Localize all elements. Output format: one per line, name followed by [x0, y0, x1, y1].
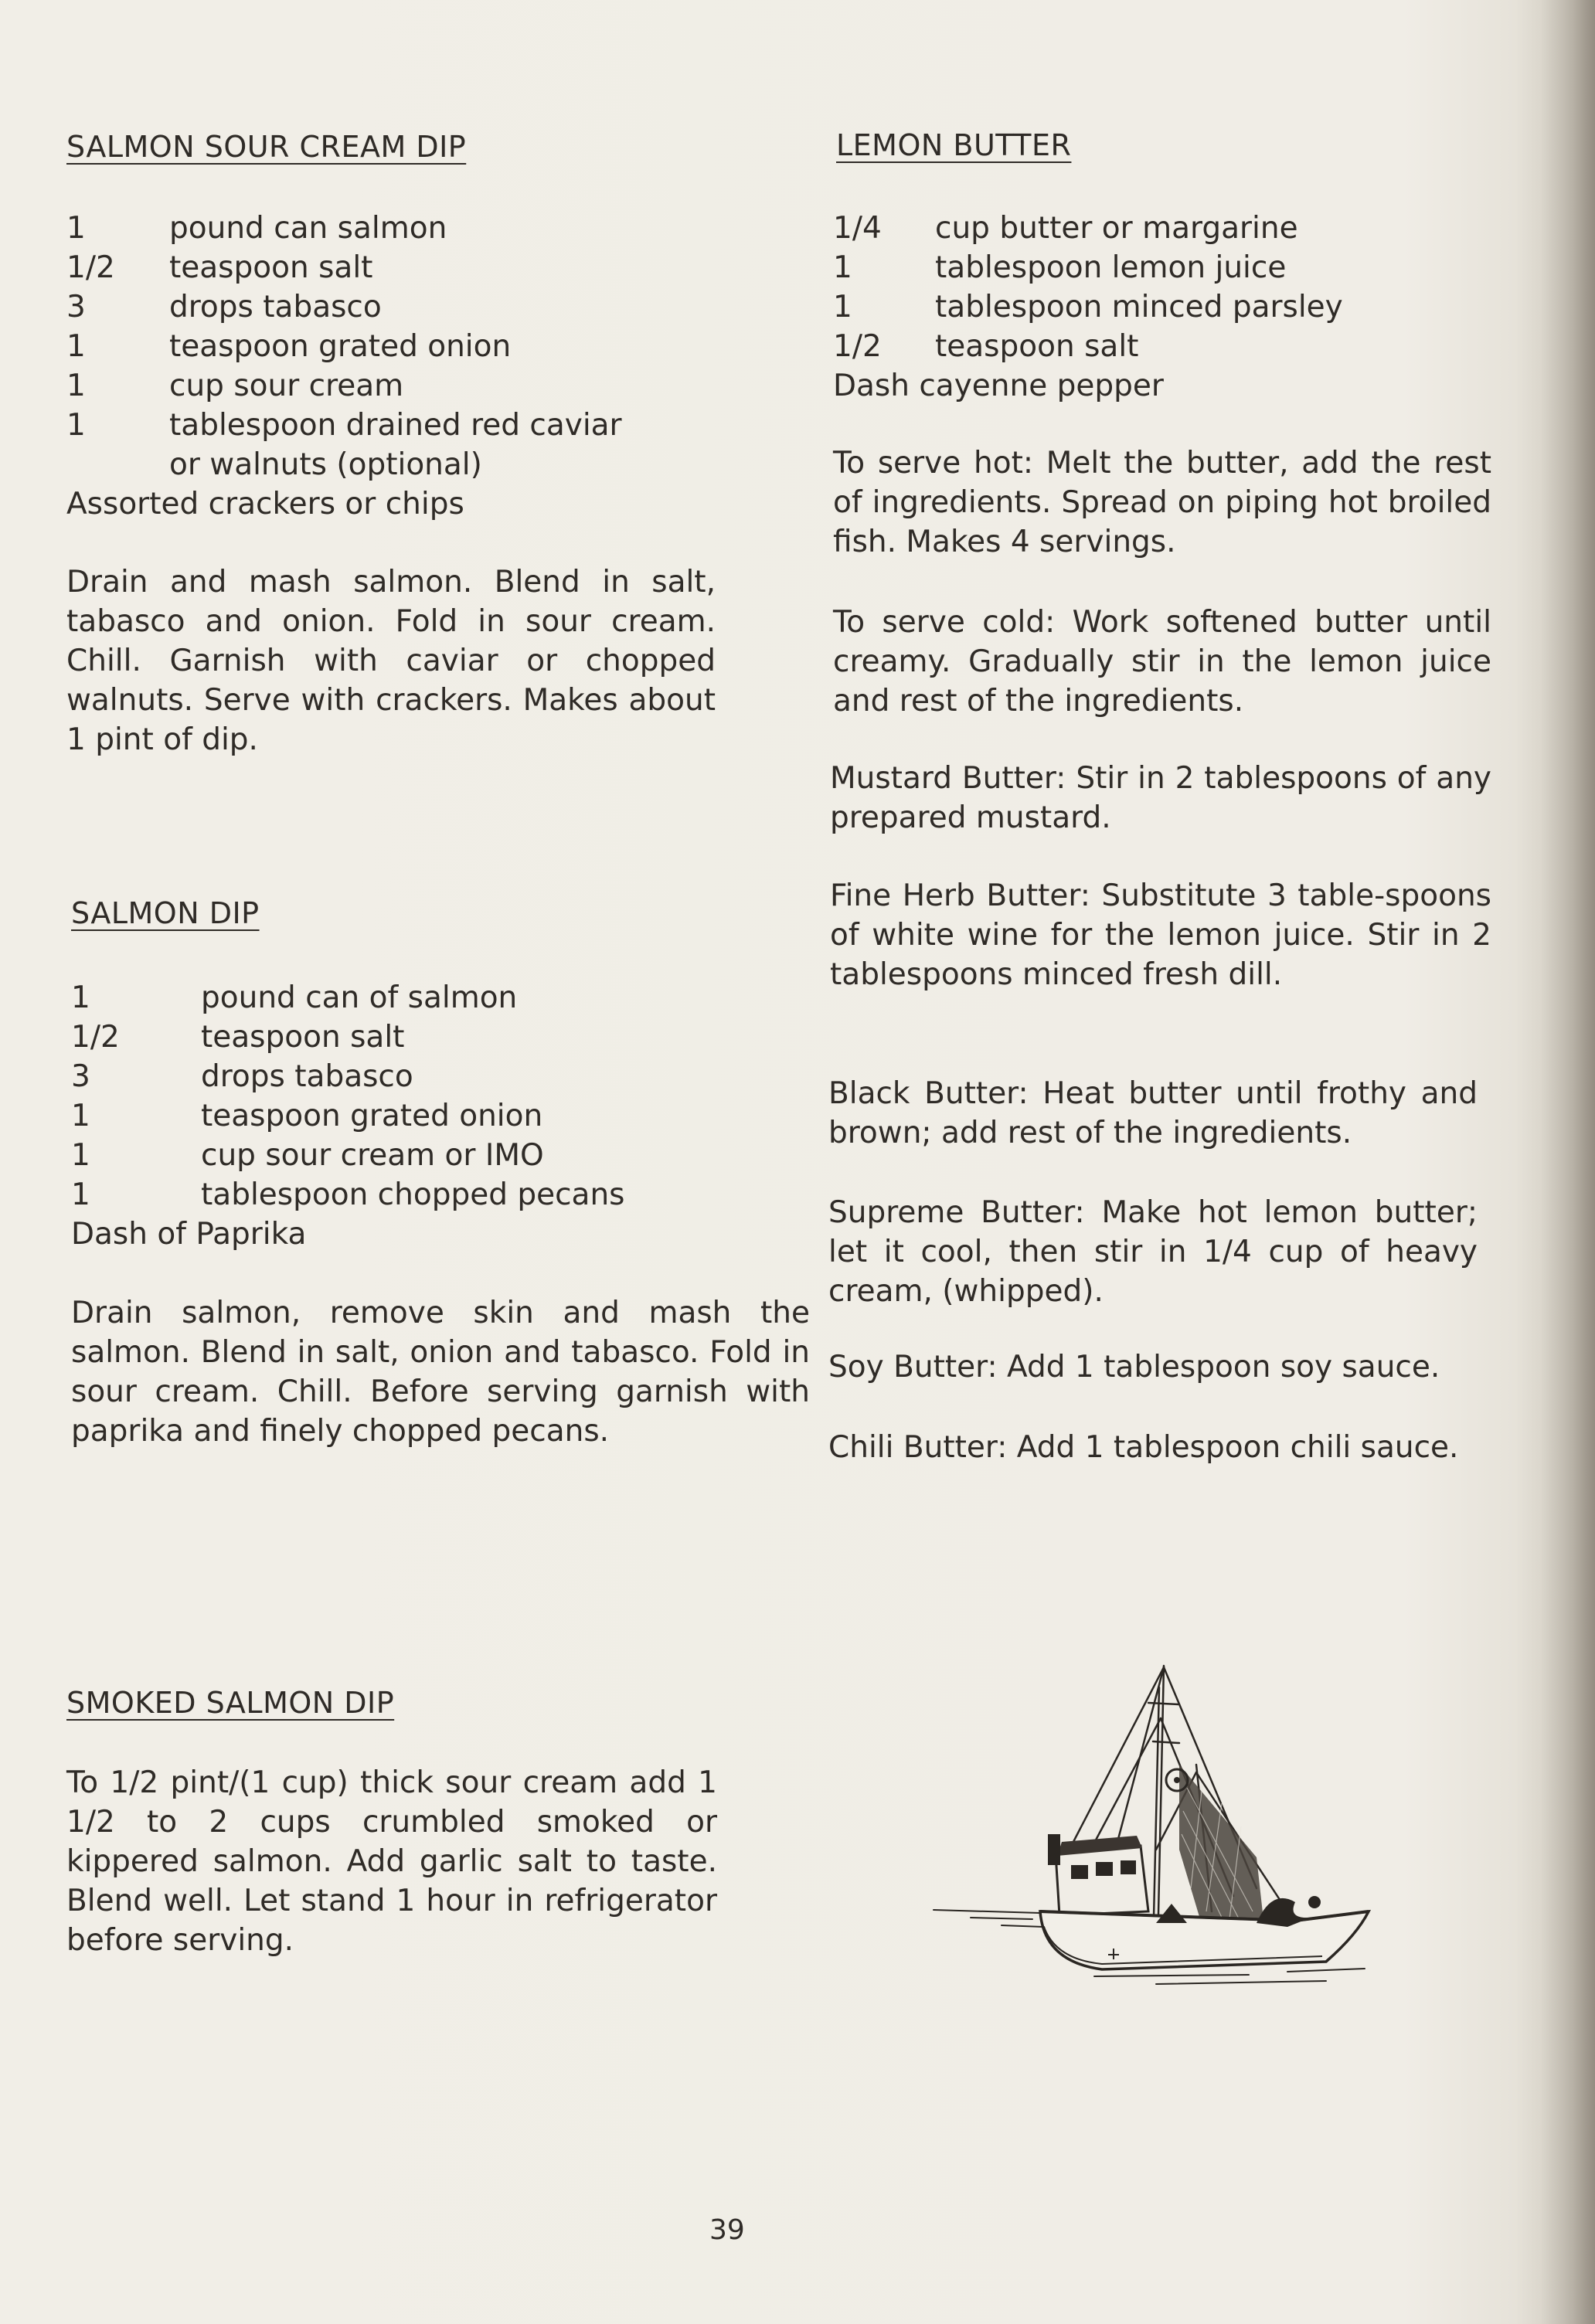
ingredient-row — [66, 1175, 754, 1215]
lemon-butter-serve-hot: To serve hot: Melt the butter, add the rest of ingredients. Spread on piping hot broiled fish. Makes 4 servings. — [833, 446, 1491, 559]
ingredient-item: teaspoon grated onion — [201, 1099, 543, 1133]
ingredient-row — [66, 1215, 754, 1254]
ingredient-item: teaspoon grated onion — [169, 329, 512, 364]
ingredient-row — [66, 445, 754, 484]
ingredient-row — [828, 327, 1491, 366]
recipe-title-lemon-butter: LEMON BUTTER — [836, 128, 1072, 162]
ingredient-row — [66, 1057, 754, 1096]
ingredient-item: Assorted crackers or chips — [66, 487, 464, 522]
ingredient-qty: 3 — [71, 1059, 90, 1094]
ingredient-row — [66, 327, 754, 366]
ingredient-qty: 3 — [66, 290, 86, 324]
ingredient-row — [66, 1096, 754, 1136]
ingredient-row — [66, 209, 754, 248]
directions-salmon-dip: Drain salmon, remove skin and mash the salmon. Blend in salt, onion and tabasco. Fold in sour cream. Chill. Before serving garnish with paprika and finely chopped pecans. — [71, 1296, 810, 1449]
ingredient-row — [66, 248, 754, 287]
ingredient-qty: 1 — [833, 250, 852, 285]
ingredient-row — [66, 287, 754, 327]
recipe-title-salmon-dip: SALMON DIP — [71, 896, 260, 930]
lemon-butter-black-variation: Black Butter: Heat butter until frothy and brown; add rest of the ingredients. — [828, 1076, 1478, 1150]
ingredient-item: Dash of Paprika — [71, 1217, 307, 1252]
ingredient-item: tablespoon chopped pecans — [201, 1177, 625, 1212]
ingredient-row — [828, 366, 1491, 406]
ingredient-item: tablespoon minced parsley — [935, 290, 1343, 324]
lemon-butter-serve-cold: To serve cold: Work softened butter until creamy. Gradually stir in the lemon juice and rest of the ingredients. — [833, 605, 1491, 719]
ingredient-row — [66, 1018, 754, 1057]
ingredient-qty: 1 — [66, 408, 86, 443]
ingredient-item: pound can of salmon — [201, 980, 518, 1015]
ingredient-row — [828, 209, 1491, 248]
ingredient-item: pound can salmon — [169, 211, 447, 246]
ingredient-item-continued: or walnuts (optional) — [169, 447, 482, 482]
ingredient-qty: 1 — [66, 329, 86, 364]
recipe-title-salmon-sour-cream-dip: SALMON SOUR CREAM DIP — [66, 130, 467, 164]
ingredient-list-salmon-dip — [66, 978, 754, 1254]
ingredient-qty: 1 — [71, 1177, 90, 1212]
ingredient-list-lemon-butter — [828, 209, 1491, 406]
ingredient-item: tablespoon lemon juice — [935, 250, 1287, 285]
ingredient-item: cup sour cream or IMO — [201, 1138, 544, 1173]
ingredient-row — [828, 248, 1491, 287]
ingredient-qty: 1 — [66, 369, 86, 403]
lemon-butter-soy-variation: Soy Butter: Add 1 tablespoon soy sauce. — [828, 1350, 1440, 1385]
ingredient-row — [66, 406, 754, 445]
ingredient-item: tablespoon drained red caviar — [169, 408, 622, 443]
ingredient-item: cup sour cream — [169, 369, 404, 403]
ingredient-item: teaspoon salt — [201, 1020, 405, 1055]
ingredient-item: drops tabasco — [169, 290, 382, 324]
ingredient-qty: 1/2 — [833, 329, 882, 364]
ingredient-qty: 1/2 — [66, 250, 115, 285]
lemon-butter-mustard-variation: Mustard Butter: Stir in 2 tablespoons of any prepared mustard. — [830, 761, 1491, 835]
recipe-title-smoked-salmon-dip: SMOKED SALMON DIP — [66, 1686, 395, 1720]
lemon-butter-chili-variation: Chili Butter: Add 1 tablespoon chili sauce. — [828, 1430, 1459, 1465]
ingredient-item: drops tabasco — [201, 1059, 413, 1094]
directions-salmon-sour-cream-dip: Drain and mash salmon. Blend in salt, tabasco and onion. Fold in sour cream. Chill. Garnish with caviar or chopped walnuts. Serve with crackers. Makes about 1 pint of dip. — [66, 565, 716, 757]
ingredient-row — [66, 1136, 754, 1175]
page-spine-shadow — [1541, 0, 1595, 2324]
directions-smoked-salmon-dip: To 1/2 pint/(1 cup) thick sour cream add 1 1/2 to 2 cups crumbled smoked or kippered salmon. Add garlic salt to taste. Blend well. Let stand 1 hour in refrigerator before serving. — [66, 1765, 717, 1958]
page-number: 39 — [709, 2214, 745, 2246]
ingredient-item: cup butter or margarine — [935, 211, 1298, 246]
ingredient-qty: 1/2 — [71, 1020, 120, 1055]
lemon-butter-fine-herb-variation: Fine Herb Butter: Substitute 3 table-spoons of white wine for the lemon juice. Stir in 2 tablespoons minced fresh dill. — [830, 878, 1491, 992]
ingredient-row — [66, 484, 754, 524]
ingredient-row — [66, 978, 754, 1018]
ingredient-row — [66, 366, 754, 406]
ingredient-item: teaspoon salt — [169, 250, 373, 285]
ingredient-qty: 1 — [71, 980, 90, 1015]
ingredient-qty: 1 — [71, 1099, 90, 1133]
ingredient-qty: 1/4 — [833, 211, 882, 246]
ingredient-list-salmon-sour-cream-dip — [66, 209, 754, 524]
fishing-boat-icon — [924, 1656, 1372, 1989]
ingredient-row — [828, 287, 1491, 327]
ingredient-qty: 1 — [833, 290, 852, 324]
ingredient-item: teaspoon salt — [935, 329, 1139, 364]
ingredient-qty: 1 — [71, 1138, 90, 1173]
ingredient-qty: 1 — [66, 211, 86, 246]
lemon-butter-supreme-variation: Supreme Butter: Make hot lemon butter; let it cool, then stir in 1/4 cup of heavy cream, (whipped). — [828, 1195, 1478, 1309]
ingredient-item: Dash cayenne pepper — [833, 369, 1164, 403]
